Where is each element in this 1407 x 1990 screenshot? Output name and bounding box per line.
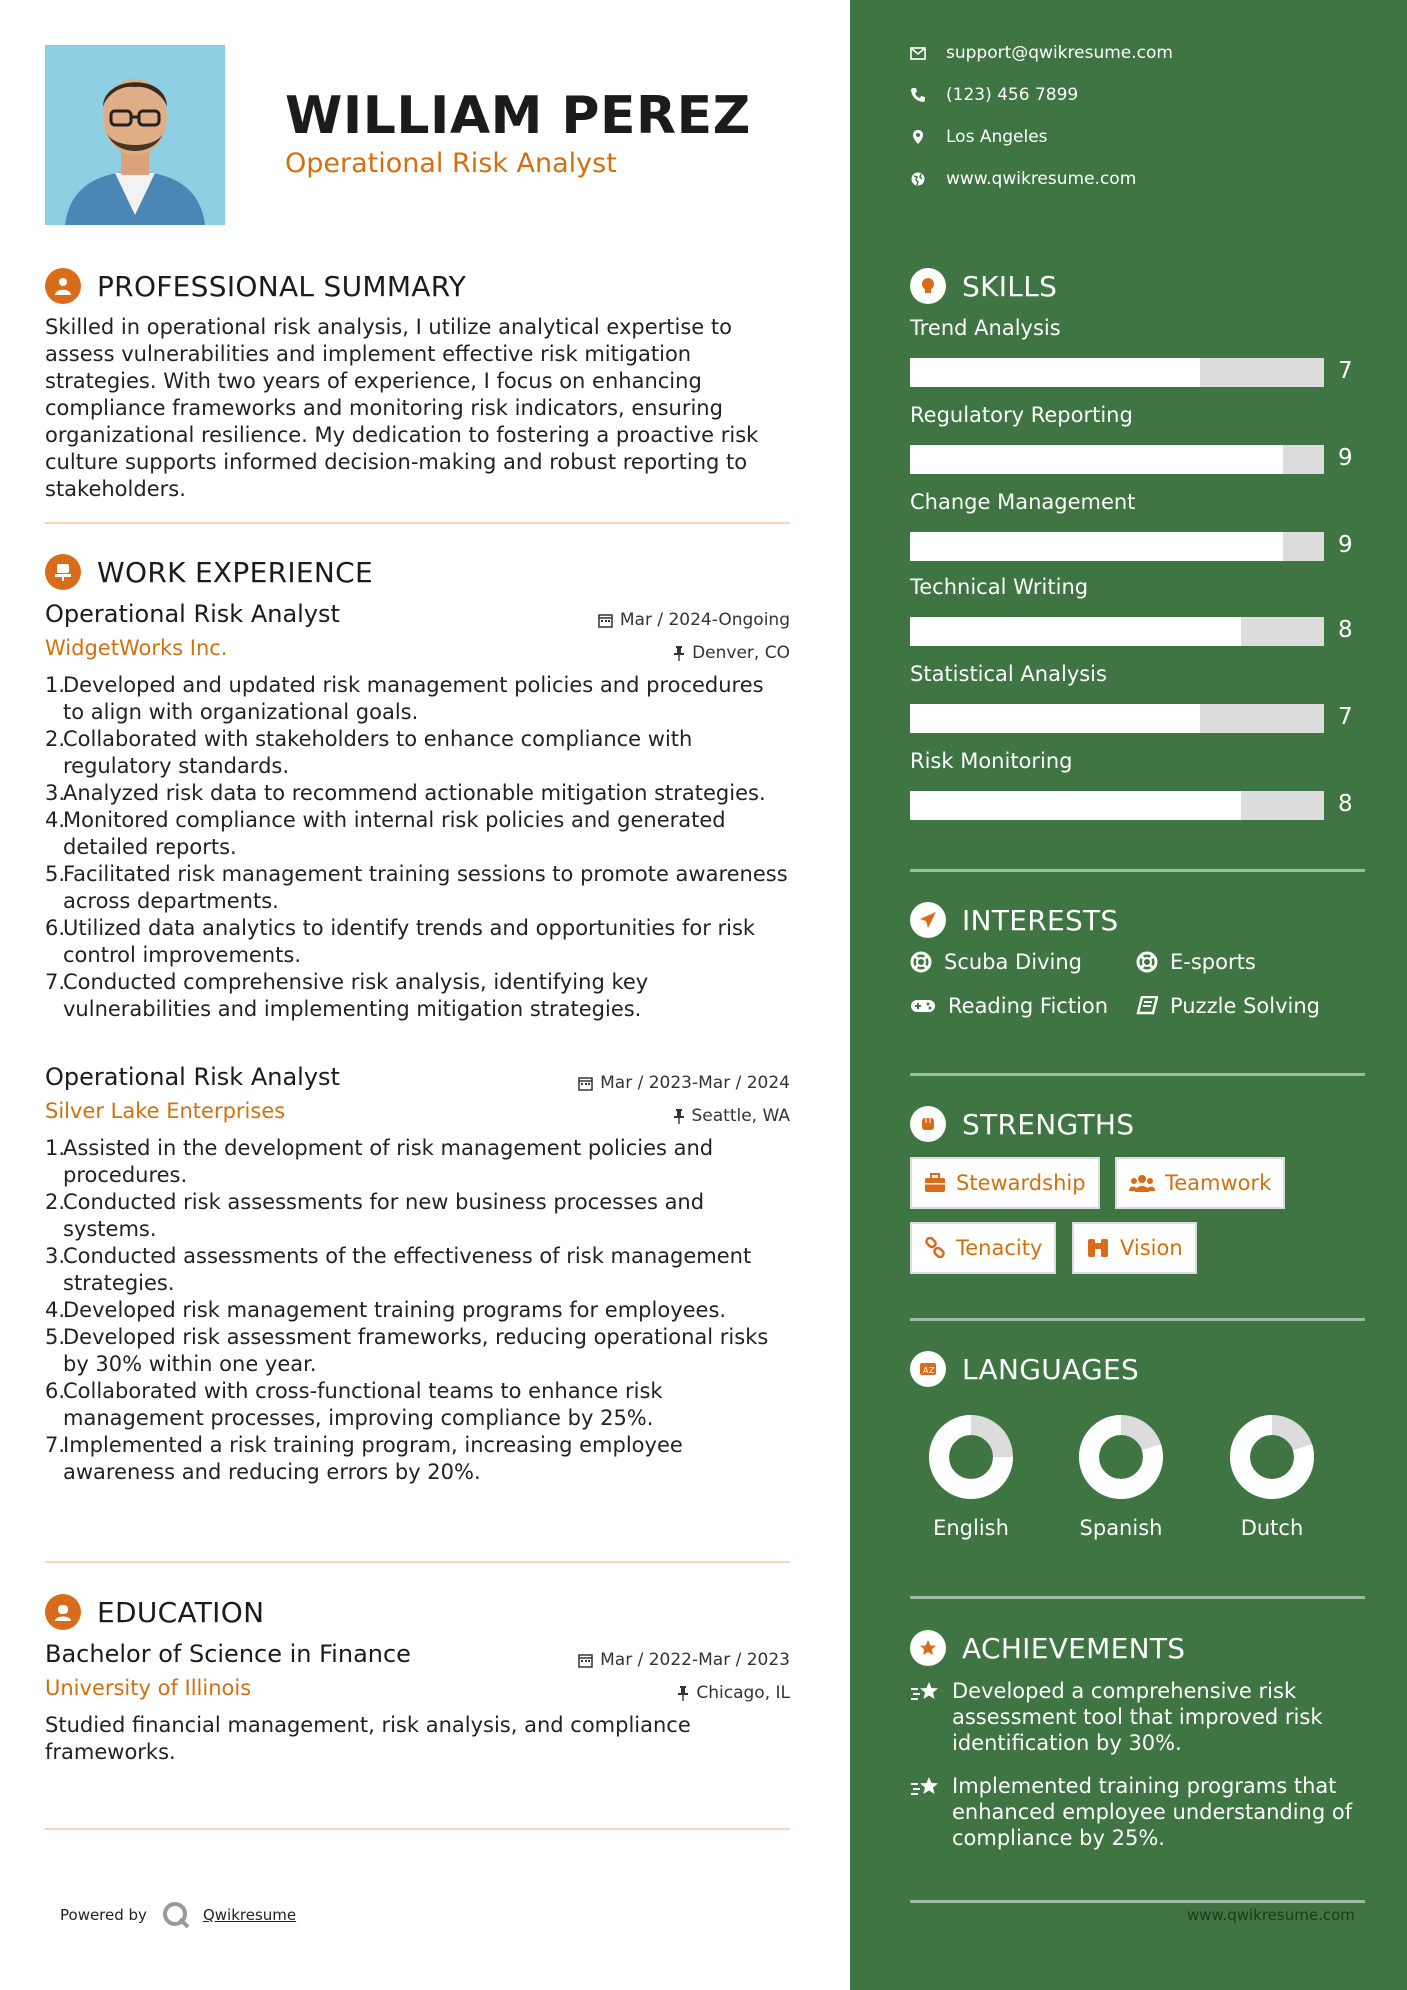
bullet-text: Facilitated risk management training sessions to promote awareness across departments.	[63, 862, 788, 913]
interest-label: E-sports	[1170, 950, 1256, 974]
skill-bar	[910, 532, 1324, 561]
list-item	[45, 1324, 790, 1378]
contact-website[interactable]	[910, 169, 1136, 189]
divider	[45, 1561, 790, 1563]
list-item	[45, 1378, 790, 1432]
pin-icon	[677, 1686, 689, 1701]
divider	[910, 869, 1365, 872]
education-date-text: Mar / 2022-Mar / 2023	[600, 1650, 790, 1670]
skill-name: Change Management	[910, 490, 1136, 514]
divider	[45, 1828, 790, 1830]
strengths-heading	[910, 1106, 1134, 1142]
divider	[910, 1900, 1365, 1903]
bullet-text: Implemented a risk training program, increasing employee awareness and reducing errors by 20%.	[63, 1433, 683, 1484]
achievements-heading-text: ACHIEVEMENTS	[962, 1631, 1186, 1665]
interest-label: Puzzle Solving	[1170, 994, 1320, 1018]
bullet-number: 6.	[45, 1379, 66, 1403]
bullet-text: Monitored compliance with internal risk policies and generated detailed reports.	[63, 808, 726, 859]
skill-name: Regulatory Reporting	[910, 403, 1133, 427]
education-location-text: Chicago, IL	[696, 1683, 790, 1703]
job-date	[578, 1073, 790, 1093]
strength-tag	[910, 1157, 1100, 1209]
bullet-number: 3.	[45, 1244, 66, 1268]
bullet-number: 1.	[45, 1136, 66, 1160]
skill-bar-fill	[910, 358, 1200, 387]
language-donut	[928, 1414, 1014, 1500]
contact-email-text: support@qwikresume.com	[946, 43, 1173, 63]
list-item	[45, 861, 790, 915]
job-bullets	[45, 1135, 790, 1486]
list-item	[45, 969, 790, 1023]
skill-value: 9	[1338, 532, 1353, 558]
school: University of Illinois	[45, 1676, 252, 1700]
candidate-name: WILLIAM PEREZ	[285, 86, 751, 146]
skill-bar	[910, 617, 1324, 646]
achievement-item	[910, 1773, 1365, 1851]
bullet-text: Developed risk management training programs for employees.	[63, 1298, 727, 1322]
language-item	[1222, 1414, 1322, 1540]
qwikresume-logo-icon	[161, 1900, 191, 1930]
skill-value: 7	[1338, 704, 1353, 730]
location-pin-icon	[910, 129, 926, 145]
strengths-heading-text: STRENGTHS	[962, 1107, 1135, 1141]
bullet-number: 2.	[45, 727, 66, 751]
bullet-number: 3.	[45, 781, 66, 805]
bullet-text: Collaborated with stakeholders to enhance compliance with regulatory standards.	[63, 727, 693, 778]
skill-bar	[910, 791, 1324, 820]
achievement-item	[910, 1678, 1365, 1756]
education-heading	[45, 1594, 264, 1630]
skill-name: Risk Monitoring	[910, 749, 1073, 773]
interest-item	[1136, 950, 1256, 974]
summary-heading-text: PROFESSIONAL SUMMARY	[97, 269, 467, 303]
job-entry	[45, 600, 790, 1023]
binoculars-icon	[1086, 1238, 1110, 1258]
languages-heading-text: LANGUAGES	[962, 1352, 1140, 1386]
bullet-text: Developed risk assessment frameworks, reducing operational risks by 30% within one year.	[63, 1325, 769, 1376]
bullet-text: Conducted risk assessments for new business processes and systems.	[63, 1190, 705, 1241]
contact-location-text: Los Angeles	[946, 127, 1048, 147]
powered-by-text: Powered by	[60, 1906, 147, 1924]
language-label: Spanish	[1079, 1516, 1163, 1540]
footer-url[interactable]: www.qwikresume.com	[1187, 1906, 1355, 1924]
strength-tag	[1072, 1222, 1197, 1274]
strength-label: Stewardship	[956, 1171, 1086, 1195]
interest-item	[910, 994, 1108, 1018]
skill-bar	[910, 358, 1324, 387]
job-location-text: Seattle, WA	[691, 1106, 790, 1126]
user-icon	[45, 268, 81, 304]
contact-website-text: www.qwikresume.com	[946, 169, 1137, 189]
skill-item	[910, 749, 1365, 817]
languages-heading	[910, 1351, 1139, 1387]
list-item	[45, 672, 790, 726]
bullet-number: 7.	[45, 970, 66, 994]
language-donut	[1078, 1414, 1164, 1500]
job-bullets	[45, 672, 790, 1023]
bullet-number: 4.	[45, 808, 66, 832]
job-date-text: Mar / 2023-Mar / 2024	[600, 1073, 790, 1093]
language-icon	[910, 1351, 946, 1387]
strength-label: Vision	[1120, 1236, 1183, 1260]
interest-item	[910, 950, 1082, 974]
skill-item	[910, 662, 1365, 730]
language-label: English	[933, 1516, 1009, 1540]
briefcase-chair-icon	[45, 554, 81, 590]
bullet-number: 5.	[45, 1325, 66, 1349]
skill-value: 8	[1338, 617, 1353, 643]
bullet-text: Utilized data analytics to identify trends and opportunities for risk control improvements.	[63, 916, 756, 967]
divider	[45, 522, 790, 524]
interests-heading	[910, 902, 1119, 938]
pin-icon	[673, 1109, 685, 1124]
job-company: Silver Lake Enterprises	[45, 1099, 286, 1123]
summary-text: Skilled in operational risk analysis, I utilize analytical expertise to assess vulnerabilities and implement effective risk mitigation strategies. With two years of experience, I focus on enhancing compliance frameworks and monitoring risk indicators, ensuring organizational resilience. My dedication to fostering a proactive risk culture supports informed decision-making and robust reporting to stakeholders.	[45, 315, 759, 501]
book-icon	[1136, 996, 1158, 1016]
skill-name: Technical Writing	[910, 575, 1089, 599]
link-icon	[924, 1237, 946, 1259]
skill-bar	[910, 445, 1324, 474]
language-item	[921, 1414, 1021, 1540]
qwikresume-link[interactable]: Qwikresume	[202, 1906, 297, 1924]
globe-icon	[910, 171, 926, 187]
bullet-text: Collaborated with cross-functional teams to enhance risk management processes, improving compliance by 25%.	[63, 1379, 663, 1430]
education-date	[578, 1650, 790, 1670]
achievement-text: Implemented training programs that enhanced employee understanding of compliance by 25%.	[952, 1774, 1353, 1850]
job-title: Operational Risk Analyst	[45, 1063, 340, 1091]
bullet-text: Conducted comprehensive risk analysis, identifying key vulnerabilities and implementing mitigation strategies.	[63, 970, 649, 1021]
education-entry	[45, 1640, 790, 1766]
skill-bar-fill	[910, 791, 1241, 820]
list-item	[45, 1135, 790, 1189]
skill-bar	[910, 704, 1324, 733]
skill-name: Trend Analysis	[910, 316, 1061, 340]
language-donut	[1229, 1414, 1315, 1500]
skill-value: 9	[1338, 445, 1353, 471]
phone-icon	[910, 87, 926, 103]
skills-heading-text: SKILLS	[962, 269, 1058, 303]
work-heading-text: WORK EXPERIENCE	[97, 555, 373, 589]
list-item	[45, 915, 790, 969]
list-item	[45, 1189, 790, 1243]
language-item	[1071, 1414, 1171, 1540]
skill-item	[910, 403, 1365, 471]
fist-icon	[910, 1106, 946, 1142]
graduate-icon	[45, 1594, 81, 1630]
skill-item	[910, 575, 1365, 643]
lightbulb-icon	[910, 268, 946, 304]
skill-bar-fill	[910, 617, 1241, 646]
job-location	[673, 1106, 791, 1126]
strength-tag	[1115, 1157, 1285, 1209]
lifebuoy-icon	[910, 951, 932, 973]
education-location	[677, 1683, 790, 1703]
envelope-icon	[910, 47, 926, 60]
summary-heading	[45, 268, 466, 304]
users-icon	[1129, 1173, 1155, 1193]
shooting-star-icon	[910, 1775, 942, 1799]
strength-tag	[910, 1222, 1056, 1274]
education-description: Studied financial management, risk analysis, and compliance frameworks.	[45, 1713, 691, 1764]
skill-name: Statistical Analysis	[910, 662, 1107, 686]
list-item	[45, 1297, 790, 1324]
job-title: Operational Risk Analyst	[45, 600, 340, 628]
skill-item	[910, 490, 1365, 558]
skill-bar-fill	[910, 704, 1200, 733]
skill-item	[910, 316, 1365, 384]
job-location	[673, 643, 790, 663]
interest-item	[1136, 994, 1320, 1018]
powered-by	[60, 1900, 296, 1930]
strength-label: Tenacity	[956, 1236, 1043, 1260]
interest-label: Reading Fiction	[948, 994, 1109, 1018]
svg-text:Z: Z	[929, 1366, 935, 1375]
calendar-icon	[598, 613, 613, 628]
language-label: Dutch	[1240, 1516, 1304, 1540]
skill-value: 8	[1338, 791, 1353, 817]
achievements-heading	[910, 1630, 1185, 1666]
contact-email[interactable]	[910, 43, 1173, 63]
education-heading-text: EDUCATION	[97, 1595, 265, 1629]
interest-label: Scuba Diving	[944, 950, 1082, 974]
contact-location	[910, 127, 1048, 147]
contact-phone[interactable]	[910, 85, 1078, 105]
interests-heading-text: INTERESTS	[962, 903, 1119, 937]
bullet-text: Conducted assessments of the effectiveness of risk management strategies.	[63, 1244, 752, 1295]
skill-value: 7	[1338, 358, 1353, 384]
bullet-number: 7.	[45, 1433, 66, 1457]
job-date	[598, 610, 790, 630]
gamepad-icon	[910, 997, 936, 1015]
work-heading	[45, 554, 373, 590]
bullet-number: 2.	[45, 1190, 66, 1214]
bullet-number: 5.	[45, 862, 66, 886]
shooting-star-icon	[910, 1680, 942, 1704]
bullet-number: 6.	[45, 916, 66, 940]
bullet-number: 1.	[45, 673, 66, 697]
skills-heading	[910, 268, 1057, 304]
svg-text:A: A	[923, 1366, 929, 1375]
contact-phone-text: (123) 456 7899	[946, 85, 1079, 105]
list-item	[45, 1432, 790, 1486]
strength-label: Teamwork	[1165, 1171, 1272, 1195]
candidate-title: Operational Risk Analyst	[285, 148, 617, 179]
divider	[910, 1596, 1365, 1599]
list-item	[45, 1243, 790, 1297]
skill-bar-fill	[910, 445, 1283, 474]
list-item	[45, 726, 790, 780]
briefcase-icon	[924, 1173, 946, 1193]
calendar-icon	[578, 1653, 593, 1668]
skill-bar-fill	[910, 532, 1283, 561]
star-badge-icon	[910, 1630, 946, 1666]
divider	[910, 1073, 1365, 1076]
paper-plane-icon	[910, 902, 946, 938]
calendar-icon	[578, 1076, 593, 1091]
job-location-text: Denver, CO	[692, 643, 790, 663]
bullet-text: Developed and updated risk management policies and procedures to align with organizational goals.	[63, 673, 764, 724]
bullet-text: Assisted in the development of risk management policies and procedures.	[63, 1136, 714, 1187]
achievement-text: Developed a comprehensive risk assessment tool that improved risk identification by 30%.	[952, 1679, 1323, 1755]
lifebuoy-icon	[1136, 951, 1158, 973]
job-date-text: Mar / 2024-Ongoing	[619, 610, 790, 630]
list-item	[45, 780, 790, 807]
bullet-text: Analyzed risk data to recommend actionable mitigation strategies.	[63, 781, 766, 805]
pin-icon	[673, 646, 685, 661]
divider	[910, 1318, 1365, 1321]
job-entry	[45, 1063, 790, 1486]
degree: Bachelor of Science in Finance	[45, 1640, 411, 1668]
job-company: WidgetWorks Inc.	[45, 636, 228, 660]
bullet-number: 4.	[45, 1298, 66, 1322]
profile-photo	[45, 45, 225, 225]
list-item	[45, 807, 790, 861]
